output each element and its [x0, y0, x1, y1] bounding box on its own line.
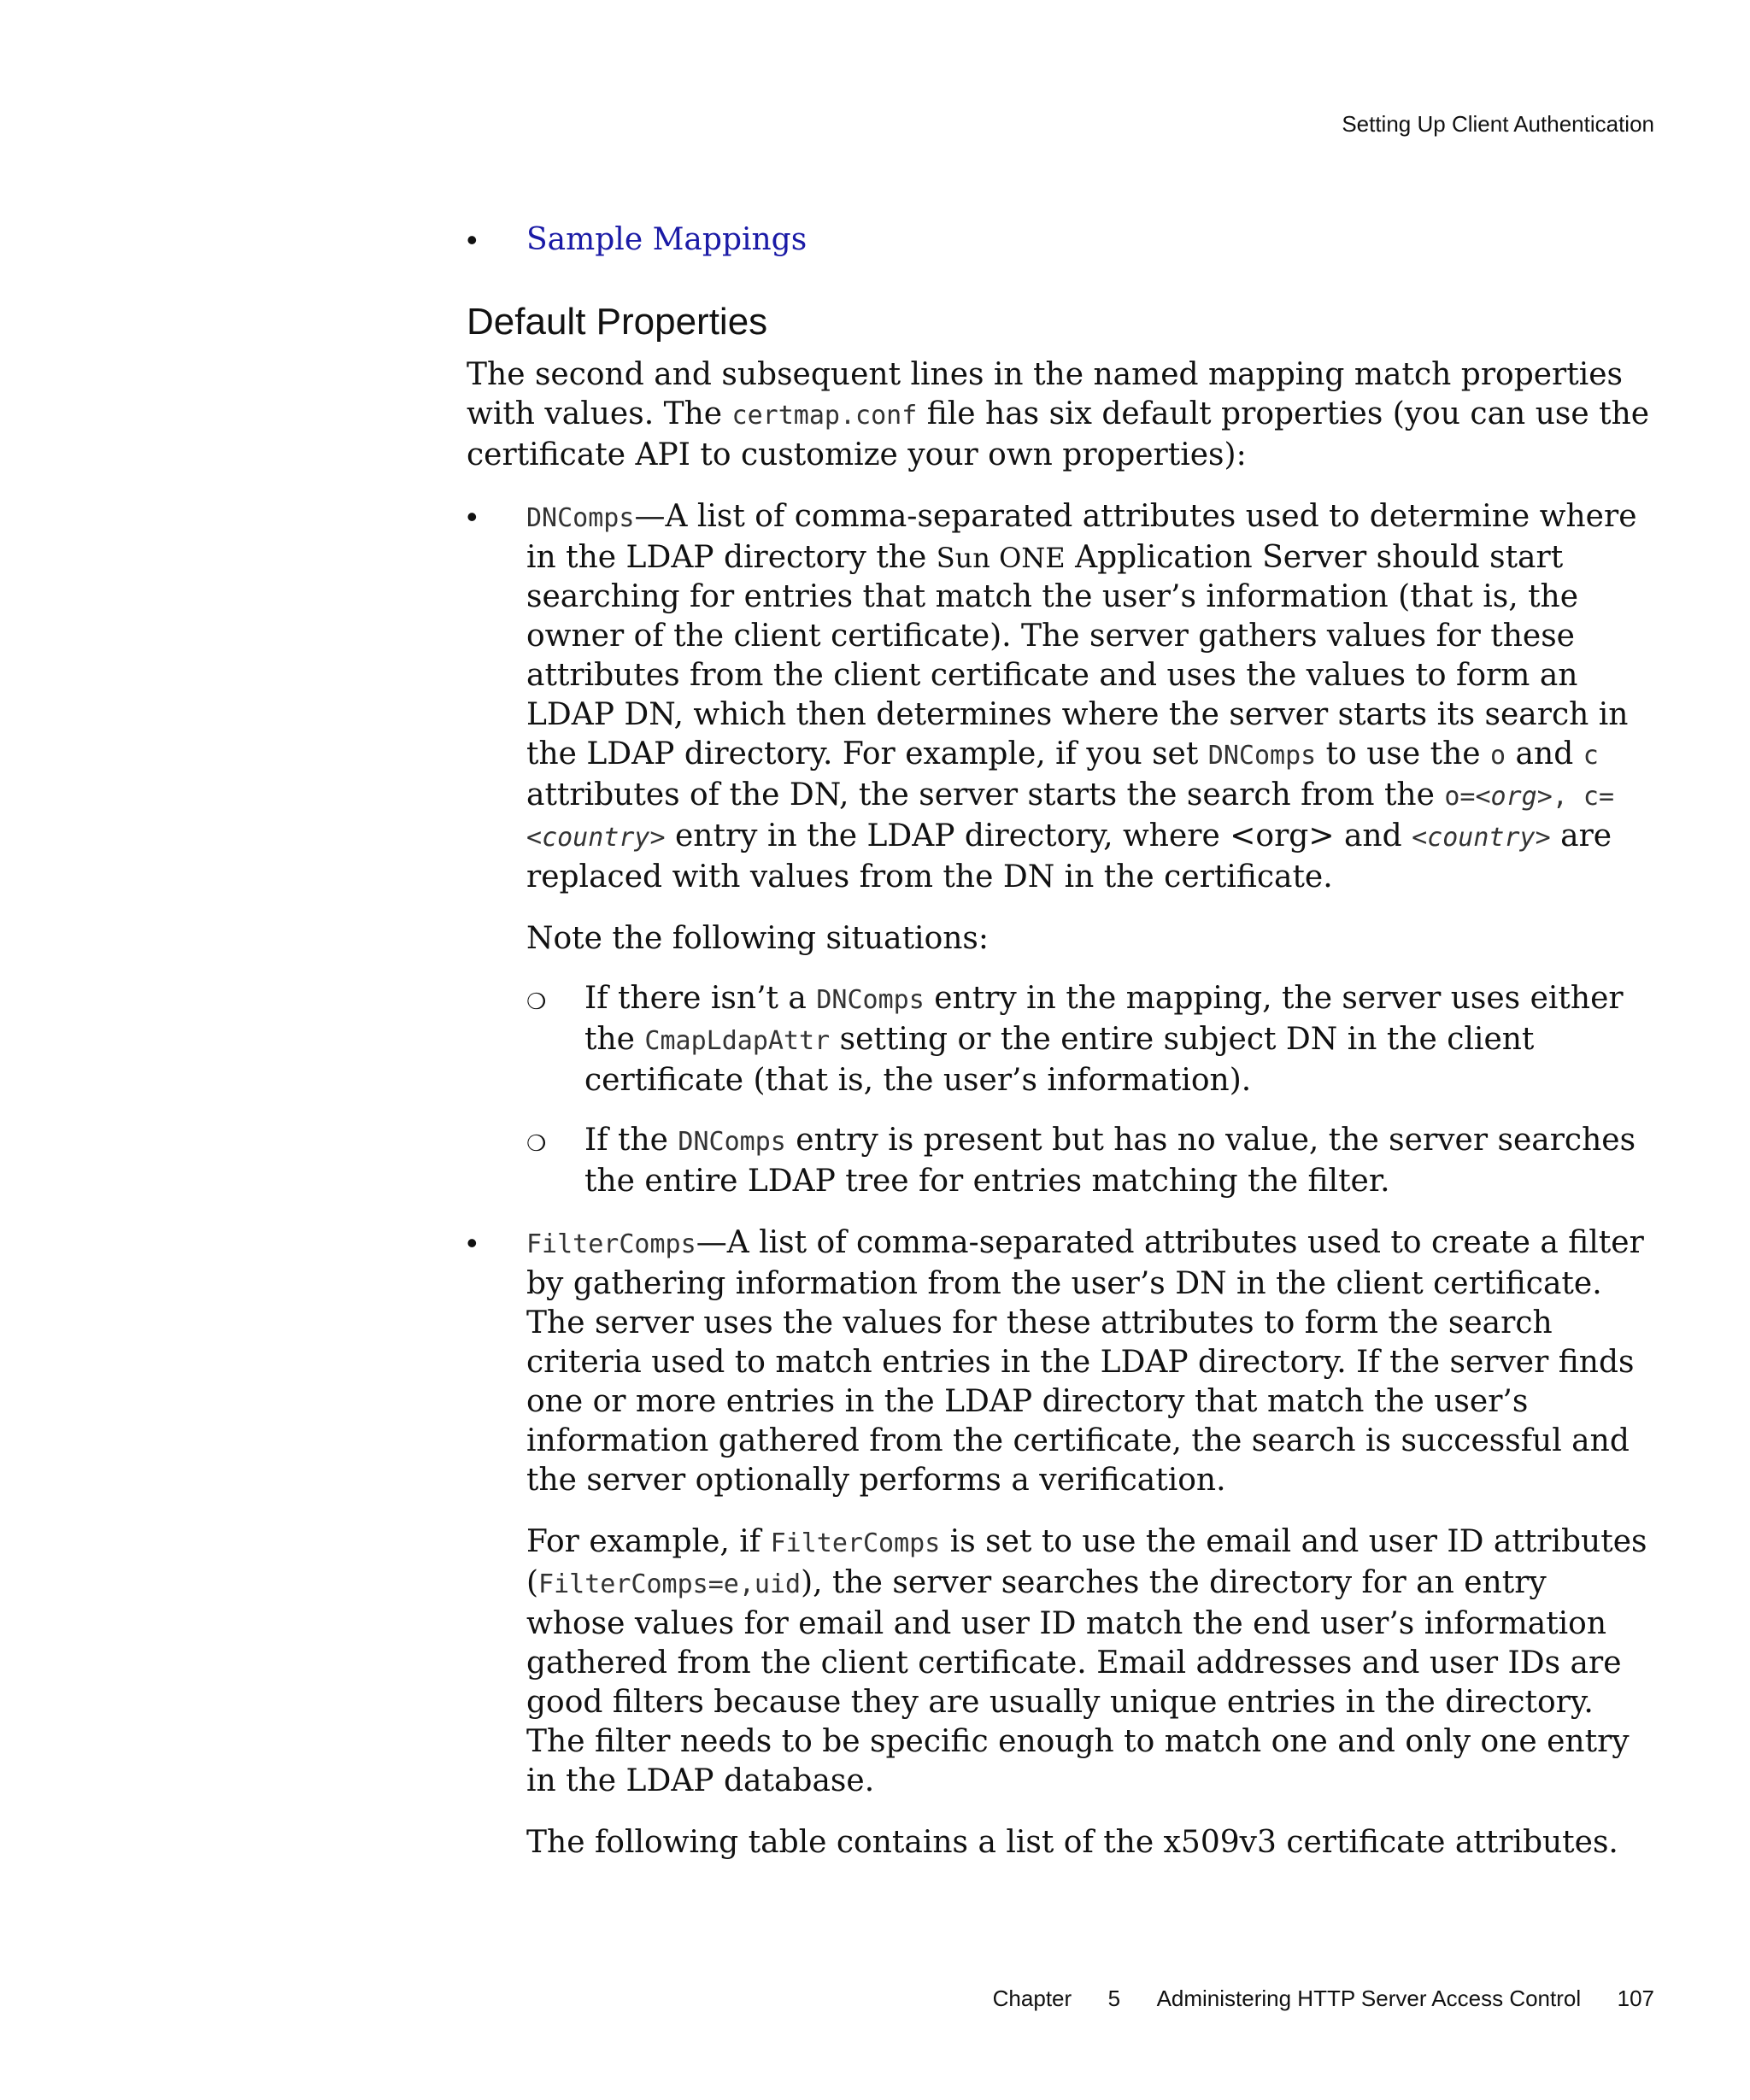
page-number: 107 [1617, 1986, 1654, 2011]
sub-list-item [526, 1121, 1654, 1201]
text-run: entry is present but has no value, the server searches the entire LDAP tree for entries matching the filter. [584, 1123, 1636, 1199]
code-dncomps: DNComps [526, 503, 635, 533]
filtercomps-example [526, 1522, 1654, 1801]
code-dn-template: country [542, 823, 650, 853]
text-run: ), the server searches the directory for an entry whose values for email and user ID match the end user’s information gathered from the client certificate. Email addresses and user IDs are good filters because they are usually unique entries in the directory. The filter needs to be specific enough to match one and only one entry in the LDAP database. [526, 1565, 1630, 1798]
text-run: and [1334, 818, 1412, 853]
code-dn-template: > [649, 823, 666, 853]
chapter-label: Chapter [992, 1986, 1072, 2011]
filtercomps-item [467, 1223, 1654, 1862]
text-run: entry in the LDAP directory, where [665, 818, 1230, 853]
angle-bracket: > [1535, 823, 1551, 853]
product-name: Sun ONE [936, 542, 1066, 574]
text-run: —A list of comma-separated attributes used to determine where in the LDAP directory the [526, 499, 1637, 575]
placeholder-org: org [1255, 818, 1309, 853]
text-run: to use the [1316, 736, 1491, 771]
text-run: For example, if [526, 1524, 771, 1559]
running-header: Setting Up Client Authentication [1342, 111, 1654, 137]
dncomps-description [526, 497, 1654, 897]
note-intro: Note the following situations: [526, 921, 990, 956]
dncomps-item [467, 497, 1654, 1201]
section-heading: Default Properties [467, 301, 768, 343]
text-run: If there isn’t a [584, 981, 817, 1016]
sample-mappings-link[interactable]: Sample Mappings [526, 222, 807, 257]
text-run: attributes of the DN, the server starts the search from the [526, 777, 1445, 812]
bullet-icon: • [467, 499, 478, 534]
text-run: setting or the entire subject DN in the client certificate (that is, the user’s information). [584, 1022, 1535, 1098]
code-o: o [1490, 741, 1506, 771]
placeholder-country: country [1427, 823, 1536, 853]
angle-bracket: < [1230, 818, 1256, 853]
circle-bullet-icon: ❍ [526, 989, 547, 1015]
code-dn-template: org [1490, 782, 1537, 812]
intro-text: The second and subsequent lines in the named mapping match properties with values. The [467, 357, 1624, 431]
text-run: If the [584, 1123, 678, 1158]
filtercomps-description [526, 1223, 1654, 1500]
code-filtercomps-example: FilterComps=e,uid [538, 1569, 802, 1599]
bullet-icon: • [467, 1225, 478, 1260]
code-dncomps: DNComps [1207, 741, 1317, 771]
sub-item-text [584, 979, 1654, 1100]
sub-list-item [526, 979, 1654, 1100]
page-content [467, 220, 1654, 1862]
text-run: Application Server should start searching for entries that match the user’s information (that is, the owner of the client certificate). The server gathers values for these attributes from the client certificate and uses the values to form an LDAP DN, which then determines where the server starts its search in the LDAP directory. For example, if you set [526, 540, 1629, 771]
intro-paragraph [467, 355, 1654, 475]
chapter-title: Administering HTTP Server Access Control [1156, 1986, 1582, 2011]
circle-bullet-icon: ❍ [526, 1131, 547, 1157]
code-dncomps: DNComps [678, 1127, 786, 1157]
code-dncomps: DNComps [816, 985, 925, 1015]
text-run: entry in the mapping, the server uses either the [584, 981, 1624, 1057]
bullet-icon: • [467, 222, 478, 257]
text-run: and [1506, 736, 1583, 771]
sub-item-text [584, 1121, 1654, 1201]
table-intro: The following table contains a list of the x509v3 certificate attributes. [526, 1825, 1618, 1860]
code-dn-template: >, c=< [526, 782, 1615, 853]
code-c: c [1583, 741, 1599, 771]
code-cmapldapattr: CmapLdapAttr [644, 1026, 831, 1056]
text-run: is set to use the email and user ID attributes ( [526, 1524, 1647, 1600]
nav-link-item [467, 220, 1654, 260]
intro-text: file has six default properties (you can use the certificate API to customize your own properties): [467, 396, 1650, 472]
text-run: are replaced with values from the DN in the certificate. [526, 818, 1612, 895]
code-certmap-conf: certmap.conf [731, 401, 918, 431]
chapter-number: 5 [1107, 1986, 1121, 2011]
angle-bracket: < [1412, 823, 1428, 853]
code-filtercomps: FilterComps [526, 1229, 696, 1259]
text-run: —A list of comma-separated attributes used to create a filter by gathering information from the user’s DN in the client certificate. The server uses the values for these attributes to form the search criteria used to match entries in the LDAP directory. If the server finds one or more entries in the LDAP directory that match the user’s information gathered from the certificate, the search is successful and the server optionally performs a verification. [526, 1225, 1644, 1498]
code-filtercomps: FilterComps [770, 1528, 941, 1558]
code-dn-template: o=< [1444, 782, 1491, 812]
angle-bracket: > [1308, 818, 1335, 853]
running-footer [993, 1986, 1654, 2012]
